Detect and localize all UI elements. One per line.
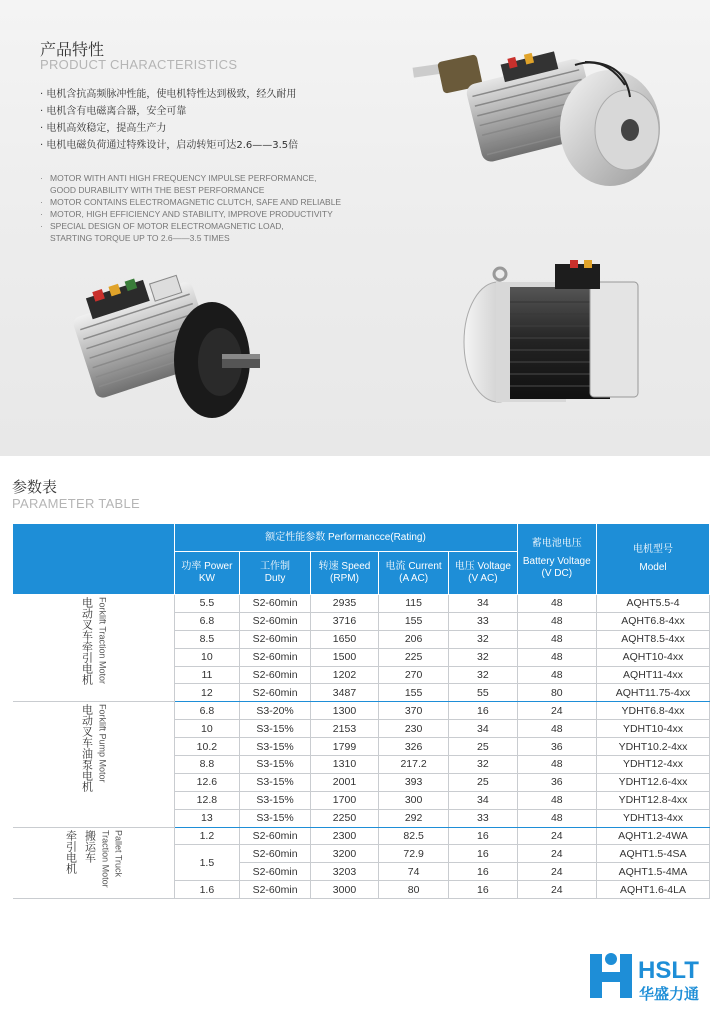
table-cell: 33 <box>449 809 517 827</box>
table-cell: 24 <box>517 863 596 881</box>
table-cell: AQHT11.75-4xx <box>596 684 709 702</box>
table-cell: 2935 <box>310 595 378 613</box>
svg-text:HSLT: HSLT <box>638 957 699 984</box>
table-cell: S3-15% <box>240 738 311 756</box>
list-item: · 电机电磁负荷通过特殊设计，启动转矩可达2.6——3.5倍 <box>40 140 299 151</box>
table-cell: 1799 <box>310 738 378 756</box>
table-cell: 24 <box>517 845 596 863</box>
table-cell: YDHT12.6-4xx <box>596 773 709 791</box>
list-item: GOOD DURABILITY WITH THE BEST PERFORMANCE <box>50 185 265 195</box>
table-cell: AQHT5.5-4 <box>596 595 709 613</box>
table-cell: 32 <box>449 756 517 774</box>
table-header-duty: 工作制 Duty <box>240 552 311 595</box>
table-cell: 12 <box>174 684 240 702</box>
table-cell: 115 <box>379 595 449 613</box>
table-cell: 2001 <box>310 773 378 791</box>
table-cell: S2-60min <box>240 827 311 845</box>
table-cell: 3487 <box>310 684 378 702</box>
motor-image-pump <box>460 252 650 412</box>
list-item: · SPECIAL DESIGN OF MOTOR ELECTROMAGNETIC LOAD, <box>40 221 284 231</box>
table-cell: 16 <box>449 863 517 881</box>
table-cell: S2-60min <box>240 595 311 613</box>
table-cell: 33 <box>449 612 517 630</box>
parameter-table-title-cn: 参数表 <box>12 478 58 496</box>
list-item: · MOTOR WITH ANTI HIGH FREQUENCY IMPULSE PERFORMANCE, <box>40 173 317 183</box>
table-cell: 1.2 <box>174 827 240 845</box>
motor-image-clutch <box>405 30 670 200</box>
table-cell: YDHT13-4xx <box>596 809 709 827</box>
table-cell: 10 <box>174 648 240 666</box>
table-cell: 2153 <box>310 720 378 738</box>
table-cell: 32 <box>449 630 517 648</box>
table-cell: 80 <box>379 881 449 899</box>
table-cell: 48 <box>517 648 596 666</box>
table-cell: S3-15% <box>240 773 311 791</box>
table-cell: 1650 <box>310 630 378 648</box>
table-cell: S2-60min <box>240 612 311 630</box>
table-cell: AQHT10-4xx <box>596 648 709 666</box>
category-pallet-truck: Pallet Truck Traction Motor 搬运车 牵引电机 <box>13 827 175 899</box>
table-header-battery: 蓄电池电压 Battery Voltage (V DC) <box>517 524 596 595</box>
table-cell: 24 <box>517 881 596 899</box>
table-cell: 3716 <box>310 612 378 630</box>
table-cell: 155 <box>379 684 449 702</box>
table-cell: 326 <box>379 738 449 756</box>
table-cell: 34 <box>449 720 517 738</box>
table-cell: YDHT10.2-4xx <box>596 738 709 756</box>
list-item: · 电机含抗高频脉冲性能，使电机特性达到极致，经久耐用 <box>40 89 297 100</box>
table-row <box>13 702 710 720</box>
characteristics-title-en: PRODUCT CHARACTERISTICS <box>40 57 238 72</box>
category-forklift-pump: Forklift Pump Motor 电动叉车油泵电机 <box>13 702 175 827</box>
table-cell: 300 <box>379 791 449 809</box>
motor-image-traction <box>62 250 272 430</box>
table-cell: 24 <box>517 827 596 845</box>
table-header-corner <box>13 524 175 595</box>
table-cell: 270 <box>379 666 449 684</box>
characteristics-list-en <box>40 172 341 244</box>
table-cell: AQHT1.2-4WA <box>596 827 709 845</box>
table-cell: AQHT1.5-4MA <box>596 863 709 881</box>
table-cell: 1.6 <box>174 881 240 899</box>
table-cell: 206 <box>379 630 449 648</box>
brand-logo <box>586 948 710 1004</box>
table-header-performance: 额定性能参数 Performancce(Rating) <box>174 524 517 552</box>
table-cell: S2-60min <box>240 648 311 666</box>
table-cell: AQHT1.6-4LA <box>596 881 709 899</box>
table-cell: 12.6 <box>174 773 240 791</box>
table-cell: 48 <box>517 756 596 774</box>
table-cell: 34 <box>449 791 517 809</box>
table-cell: YDHT12.8-4xx <box>596 791 709 809</box>
parameter-table <box>12 523 710 899</box>
table-cell: 11 <box>174 666 240 684</box>
table-cell: 3200 <box>310 845 378 863</box>
table-cell: 72.9 <box>379 845 449 863</box>
table-cell: 8.8 <box>174 756 240 774</box>
svg-text:华盛力通: 华盛力通 <box>639 985 700 1003</box>
table-cell: 48 <box>517 630 596 648</box>
table-cell: 25 <box>449 773 517 791</box>
table-row <box>13 595 710 613</box>
table-cell: 13 <box>174 809 240 827</box>
table-cell: AQHT8.5-4xx <box>596 630 709 648</box>
table-cell: 6.8 <box>174 612 240 630</box>
table-row <box>13 827 710 845</box>
table-cell: YDHT10-4xx <box>596 720 709 738</box>
table-cell: S2-60min <box>240 630 311 648</box>
table-cell: 32 <box>449 648 517 666</box>
table-cell: S3-15% <box>240 809 311 827</box>
table-cell: 16 <box>449 702 517 720</box>
table-cell: 292 <box>379 809 449 827</box>
table-cell: S3-20% <box>240 702 311 720</box>
table-cell: 25 <box>449 738 517 756</box>
table-cell: AQHT1.5-4SA <box>596 845 709 863</box>
table-cell: 2250 <box>310 809 378 827</box>
table-cell: 393 <box>379 773 449 791</box>
list-item: · 电机含有电磁离合器，安全可靠 <box>40 106 187 117</box>
table-cell: 36 <box>517 773 596 791</box>
table-cell: YDHT12-4xx <box>596 756 709 774</box>
table-cell: S3-15% <box>240 791 311 809</box>
table-cell: S2-60min <box>240 845 311 863</box>
table-cell: 48 <box>517 720 596 738</box>
table-cell: 6.8 <box>174 702 240 720</box>
table-cell: 48 <box>517 809 596 827</box>
list-item: · 电机高效稳定，提高生产力 <box>40 123 167 134</box>
table-header-current: 电流 Current (A AC) <box>379 552 449 595</box>
table-cell: 8.5 <box>174 630 240 648</box>
table-cell: AQHT6.8-4xx <box>596 612 709 630</box>
table-cell: AQHT11-4xx <box>596 666 709 684</box>
table-cell: 217.2 <box>379 756 449 774</box>
table-cell: 48 <box>517 666 596 684</box>
table-cell: 36 <box>517 738 596 756</box>
table-cell: 16 <box>449 827 517 845</box>
table-cell: 55 <box>449 684 517 702</box>
table-cell: 5.5 <box>174 595 240 613</box>
characteristics-list-cn <box>40 86 298 154</box>
table-cell: 230 <box>379 720 449 738</box>
table-cell: 80 <box>517 684 596 702</box>
parameter-table-title-en: PARAMETER TABLE <box>12 496 141 511</box>
table-cell: S2-60min <box>240 666 311 684</box>
table-cell: 155 <box>379 612 449 630</box>
list-item: STARTING TORQUE UP TO 2.6——3.5 TIMES <box>50 233 230 243</box>
table-cell: 24 <box>517 702 596 720</box>
table-cell: 16 <box>449 845 517 863</box>
table-header-speed: 转速 Speed (RPM) <box>310 552 378 595</box>
table-cell: 3203 <box>310 863 378 881</box>
table-cell: 1310 <box>310 756 378 774</box>
table-cell: 370 <box>379 702 449 720</box>
characteristics-title-cn: 产品特性 <box>40 40 105 59</box>
table-cell: 2300 <box>310 827 378 845</box>
table-cell: 48 <box>517 791 596 809</box>
table-cell: 48 <box>517 612 596 630</box>
list-item: · MOTOR CONTAINS ELECTROMAGNETIC CLUTCH, SAFE AND RELIABLE <box>40 197 342 207</box>
table-cell: 48 <box>517 595 596 613</box>
table-cell: 225 <box>379 648 449 666</box>
table-cell: YDHT6.8-4xx <box>596 702 709 720</box>
table-cell: 16 <box>449 881 517 899</box>
table-cell: S2-60min <box>240 881 311 899</box>
table-header-voltage: 电压 Voltage (V AC) <box>449 552 517 595</box>
table-cell: 1202 <box>310 666 378 684</box>
table-cell: 34 <box>449 595 517 613</box>
table-cell: 3000 <box>310 881 378 899</box>
table-cell: S2-60min <box>240 684 311 702</box>
table-cell: 1.5 <box>174 845 240 881</box>
table-cell: 10 <box>174 720 240 738</box>
table-cell: 82.5 <box>379 827 449 845</box>
table-cell: 10.2 <box>174 738 240 756</box>
category-forklift-traction: Forklift Traction Motor 电动叉车牵引电机 <box>13 595 175 702</box>
table-cell: 1500 <box>310 648 378 666</box>
table-cell: S2-60min <box>240 863 311 881</box>
table-cell: S3-15% <box>240 756 311 774</box>
table-cell: 74 <box>379 863 449 881</box>
list-item: · MOTOR, HIGH EFFICIENCY AND STABILITY, IMPROVE PRODUCTIVITY <box>40 209 333 219</box>
table-cell: 12.8 <box>174 791 240 809</box>
product-characteristics-section <box>0 0 710 456</box>
table-cell: 1300 <box>310 702 378 720</box>
table-header-power: 功率 Power KW <box>174 552 240 595</box>
table-cell: 32 <box>449 666 517 684</box>
table-header-model: 电机型号 Model <box>596 524 709 595</box>
table-cell: 1700 <box>310 791 378 809</box>
table-cell: S3-15% <box>240 720 311 738</box>
